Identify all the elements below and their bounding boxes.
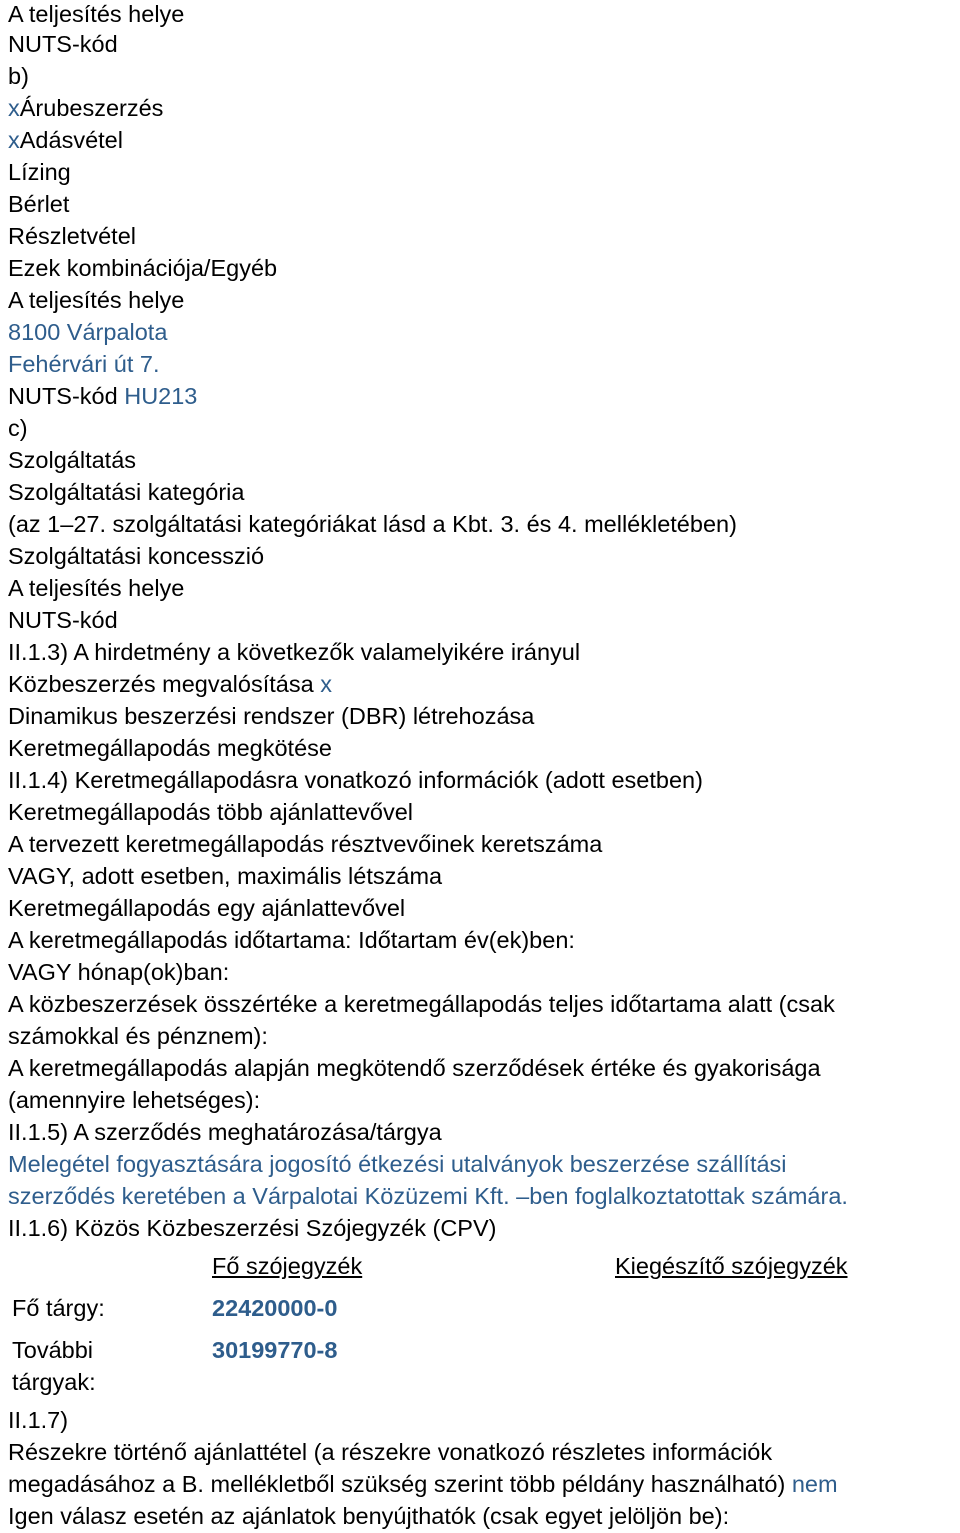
text-line: A teljesítés helye: [8, 1, 185, 27]
cpv-additional-label: tárgyak:: [12, 1369, 96, 1395]
checked-option: xAdásvétel: [8, 127, 123, 153]
text-line: számokkal és pénznem):: [8, 1023, 268, 1049]
nuts-code: HU213: [124, 383, 198, 409]
text-line: c): [8, 415, 28, 441]
section-heading: II.1.4) Keretmegállapodásra vonatkozó információk (adott esetben): [8, 767, 703, 793]
cpv-header-main: Fő szójegyzék: [212, 1253, 363, 1279]
text-line: A keretmegállapodás alapján megkötendő szerződések értéke és gyakorisága: [8, 1055, 821, 1081]
text-line: Részekre történő ajánlattétel (a részekre vonatkozó részletes információk: [8, 1439, 773, 1465]
text-line: NUTS-kód: [8, 607, 118, 633]
nuts-line: NUTS-kód HU213: [8, 383, 198, 409]
text-line: Dinamikus beszerzési rendszer (DBR) létrehozása: [8, 703, 535, 729]
text-line: Bérlet: [8, 191, 70, 217]
text-line: VAGY hónap(ok)ban:: [8, 959, 230, 985]
text-line: (amennyire lehetséges):: [8, 1087, 261, 1113]
text-line: megadásához a B. mellékletből szükség szerint több példány használható) nem: [8, 1471, 838, 1497]
section-heading: II.1.3) A hirdetmény a következők valamelyikére irányul: [8, 639, 581, 665]
cpv-main-label: Fő tárgy:: [12, 1295, 105, 1321]
text-line: (az 1–27. szolgáltatási kategóriákat lásd a Kbt. 3. és 4. mellékletében): [8, 511, 737, 537]
check-mark: x: [8, 127, 20, 153]
cpv-header-supplementary: Kiegészítő szójegyzék: [615, 1253, 848, 1279]
text-line: Keretmegállapodás megkötése: [8, 735, 332, 761]
address-line: 8100 Várpalota: [8, 319, 168, 345]
section-heading: II.1.6) Közös Közbeszerzési Szójegyzék (CPV): [8, 1215, 497, 1241]
checked-option: Közbeszerzés megvalósítása x: [8, 671, 332, 697]
text-line: VAGY, adott esetben, maximális létszáma: [8, 863, 443, 889]
text-line: Szolgáltatási kategória: [8, 479, 245, 505]
text-line: Részletvétel: [8, 223, 136, 249]
text-line: Szolgáltatás: [8, 447, 137, 473]
check-mark: x: [8, 95, 20, 121]
text-line: A tervezett keretmegállapodás résztvevőinek keretszáma: [8, 831, 603, 857]
cpv-additional-code: 30199770-8: [212, 1337, 338, 1363]
section-heading: II.1.5) A szerződés meghatározása/tárgya: [8, 1119, 442, 1145]
text-line: Keretmegállapodás több ajánlattevővel: [8, 799, 413, 825]
text-line: Igen válasz esetén az ajánlatok benyújthatók (csak egyet jelöljön be):: [8, 1503, 730, 1529]
text-line: Ezek kombinációja/Egyéb: [8, 255, 278, 281]
text-line: A teljesítés helye: [8, 575, 185, 601]
text-line: NUTS-kód: [8, 31, 118, 57]
contract-subject-line: szerződés keretében a Várpalotai Közüzemi Kft. –ben foglalkoztatottak számára.: [8, 1183, 848, 1209]
text-line: b): [8, 63, 29, 89]
text-line: A keretmegállapodás időtartama: Időtartam év(ek)ben:: [8, 927, 575, 953]
text-line: A teljesítés helye: [8, 287, 185, 313]
answer-value: nem: [791, 1471, 838, 1497]
text-line: Lízing: [8, 159, 71, 185]
check-mark: x: [320, 671, 332, 697]
cpv-additional-label: További: [12, 1337, 93, 1363]
text-line: Szolgáltatási koncesszió: [8, 543, 265, 569]
text-line: Keretmegállapodás egy ajánlattevővel: [8, 895, 406, 921]
address-line: Fehérvári út 7.: [8, 351, 160, 377]
text-line: A közbeszerzések összértéke a keretmegállapodás teljes időtartama alatt (csak: [8, 991, 835, 1017]
checked-option: xÁrubeszerzés: [8, 95, 164, 121]
contract-subject-line: Melegétel fogyasztására jogosító étkezési utalványok beszerzése szállítási: [8, 1151, 787, 1177]
cpv-main-code: 22420000-0: [212, 1295, 338, 1321]
section-heading: II.1.7): [8, 1407, 69, 1433]
